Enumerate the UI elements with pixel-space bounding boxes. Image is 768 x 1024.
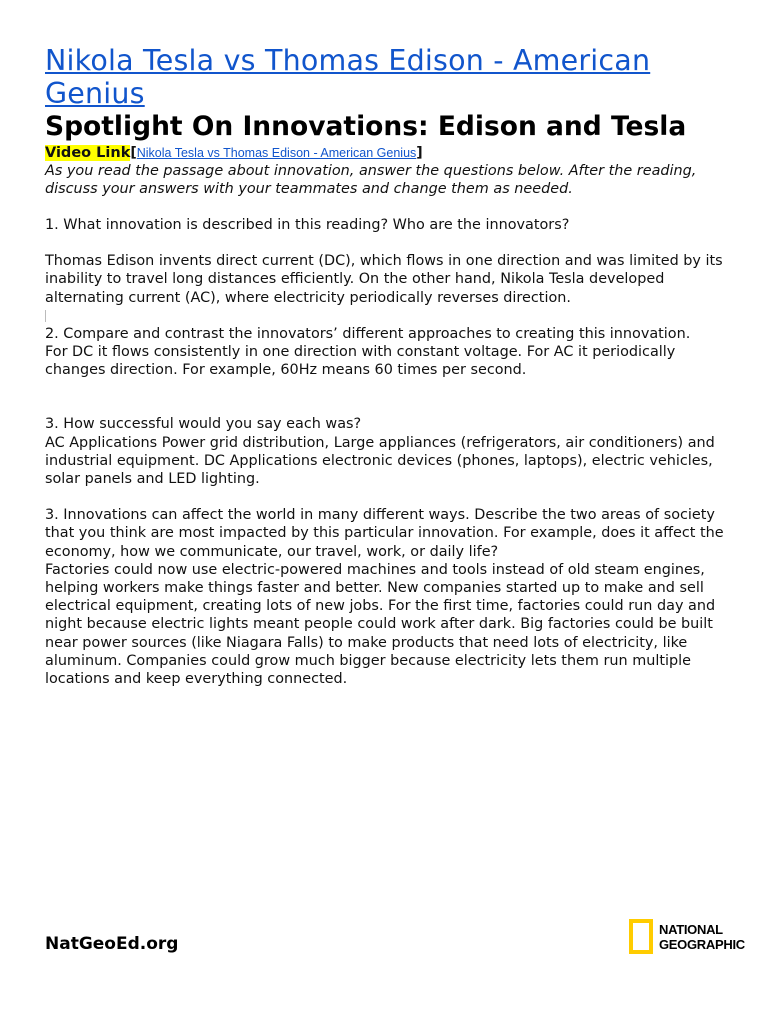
site-footer-text: NatGeoEd.org <box>45 934 179 954</box>
video-link[interactable]: Nikola Tesla vs Thomas Edison - American Genius <box>136 146 417 160</box>
video-link-label: Video Link <box>45 145 131 161</box>
national-geographic-logo <box>629 919 745 954</box>
logo-line-1: NATIONAL <box>659 921 723 937</box>
logo-text <box>659 922 745 952</box>
page-title: Spotlight On Innovations: Edison and Tesla <box>45 111 687 142</box>
close-bracket: ] <box>416 145 423 161</box>
title-link[interactable]: Nikola Tesla vs Thomas Edison - American Genius <box>45 44 651 110</box>
open-bracket: [ <box>130 145 137 161</box>
answer-4: Factories could now use electric-powered machines and tools instead of old steam engines, helping workers make things faster and better. New companies started up to make and sell electrical equipment, creating lots of new jobs. For the first time, factories could run day and night because electric lights meant people could work after dark. Big factories could be built near power sources (like Niagara Falls) to make products that need lots of electricity, like aluminum. Companies could grow much bigger because electricity lets them run multiple locations and keep everything connected. <box>45 561 716 688</box>
question-4: 3. Innovations can affect the world in many different ways. Describe the two areas of society that you think are most impacted by this particular innovation. For example, does it affect the economy, how we communicate, our travel, work, or daily life? <box>45 507 724 560</box>
answer-1: Thomas Edison invents direct current (DC), which flows in one direction and was limited by its inability to travel long distances efficiently. On the other hand, Nikola Tesla developed alternating current (AC), where electricity periodically reverses direction. <box>45 253 723 306</box>
text-cursor-marker <box>45 307 735 325</box>
intro-instructions: As you read the passage about innovation, answer the questions below. After the reading, discuss your answers with your teammates and change them as needed. <box>45 163 697 197</box>
question-3: 3. How successful would you say each was? <box>45 416 362 433</box>
yellow-border-icon <box>629 919 653 954</box>
video-link-line <box>45 144 735 162</box>
question-2: 2. Compare and contrast the innovators’ different approaches to creating this innovation. <box>45 325 691 342</box>
question-1: 1. What innovation is described in this reading? Who are the innovators? <box>45 217 570 233</box>
answer-3: AC Applications Power grid distribution, Large appliances (refrigerators, air conditioners) and industrial equipment. DC Applications electronic devices (phones, laptops), electric vehicles, solar panels and LED lighting. <box>45 434 715 488</box>
worksheet <box>45 44 735 688</box>
logo-line-2: GEOGRAPHIC <box>659 936 745 952</box>
answer-2: For DC it flows consistently in one direction with constant voltage. For AC it periodically changes direction. For example, 60Hz means 60 times per second. <box>45 344 676 379</box>
